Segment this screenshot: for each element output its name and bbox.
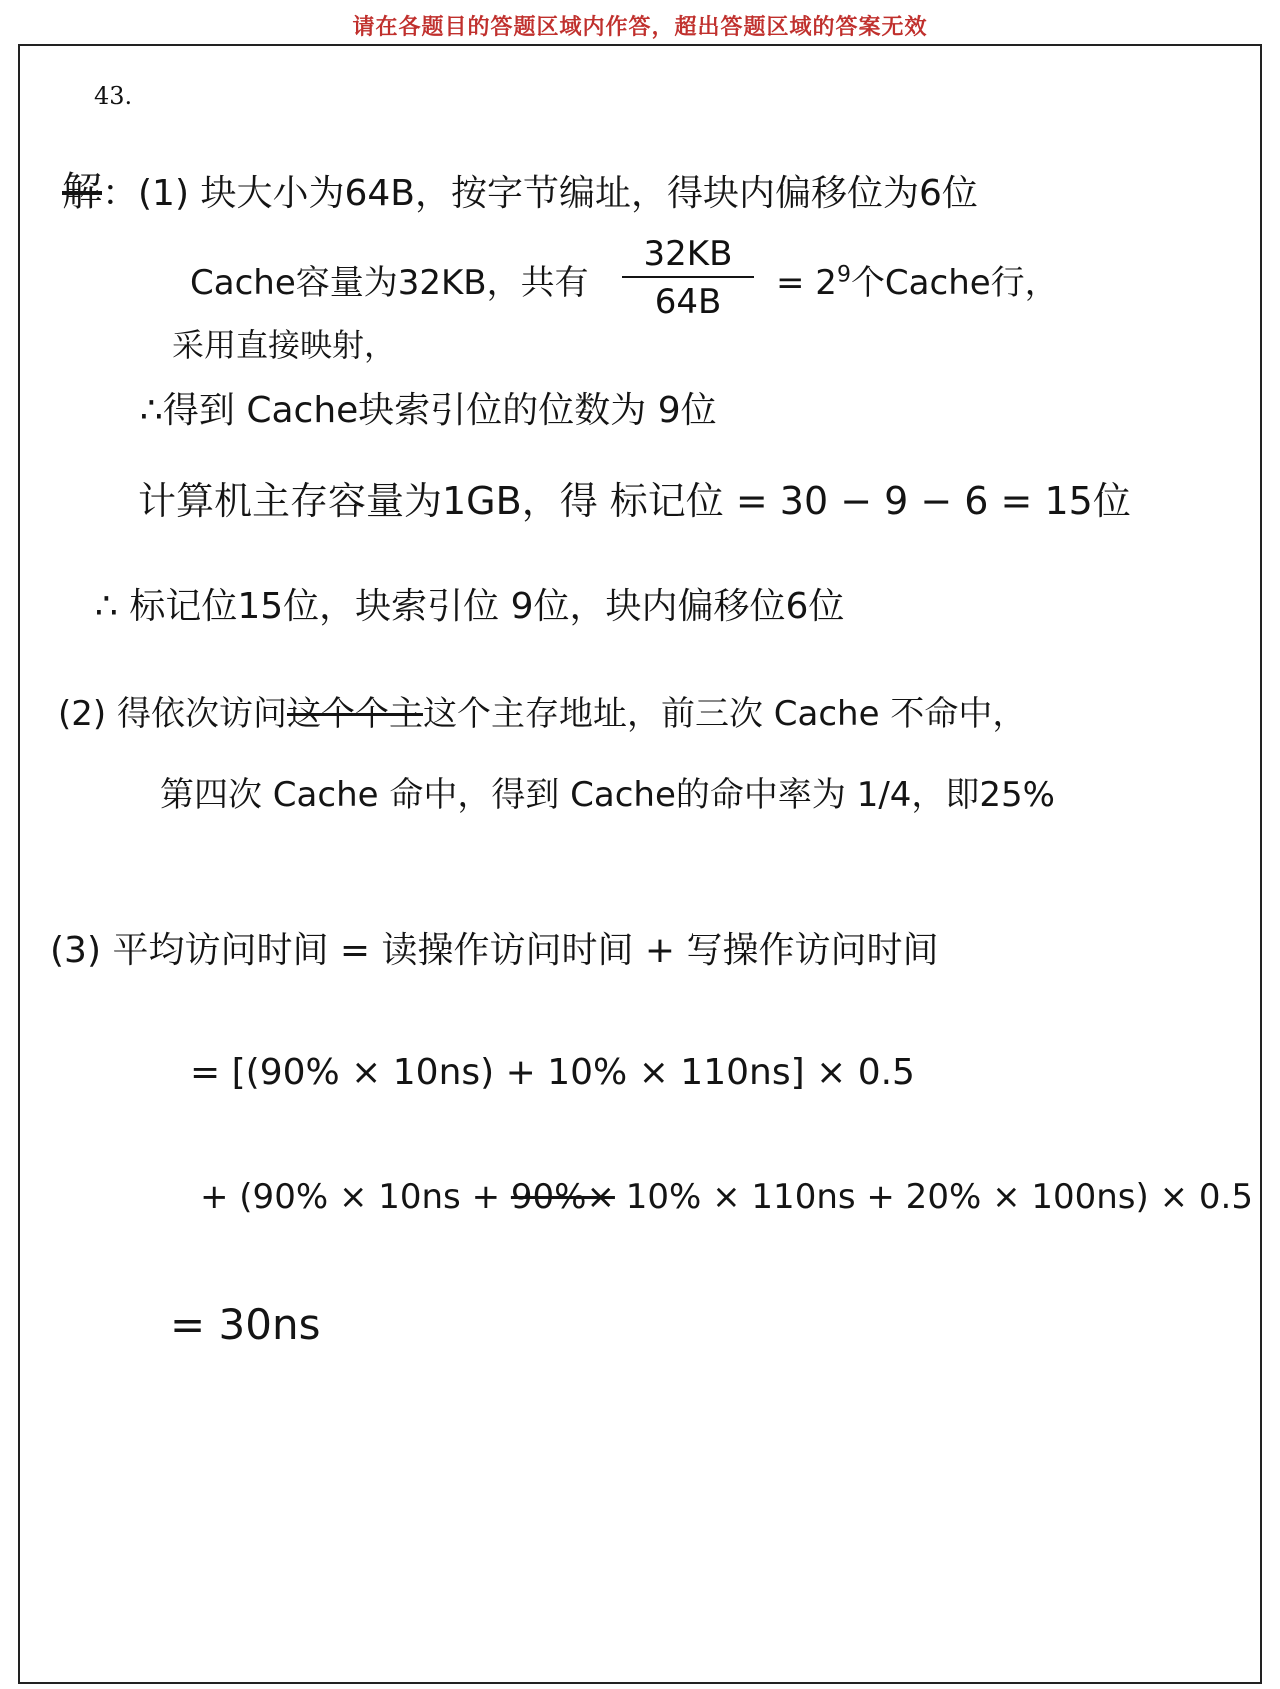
part3-line3-pre: + (90% × 10ns +	[200, 1177, 501, 1217]
part1-line4: ∴得到 Cache块索引位的位数为 9位	[140, 390, 717, 431]
answer-area-notice: 请在各题目的答题区域内作答，超出答题区域的答案无效	[352, 15, 928, 40]
part2-struck-text: 这个个主	[286, 694, 423, 734]
part3-line3	[200, 1177, 1253, 1217]
fraction-denominator: 64B	[654, 282, 722, 322]
part1-line1-text: ：(1) 块大小为64B，按字节编址，得块内偏移位为6位	[102, 173, 978, 214]
result-suffix: 个Cache行，	[850, 263, 1059, 303]
part1-line5: 计算机主存容量为1GB，得 标记位 = 30 − 9 − 6 = 15位	[138, 479, 1131, 523]
part3-line2: = [(90% × 10ns) + 10% × 110ns] × 0.5	[190, 1052, 915, 1093]
part1-line2: Cache容量为32KB，共有	[190, 263, 589, 303]
part3-line3-post: 10% × 110ns + 20% × 100ns) × 0.5	[625, 1177, 1253, 1217]
part2-line2: 第四次 Cache 命中，得到 Cache的命中率为 1/4，即25%	[160, 775, 1055, 815]
part3-line1: (3) 平均访问时间 = 读操作访问时间 + 写操作访问时间	[50, 930, 939, 971]
part3-struck-text: 90%×	[510, 1177, 615, 1217]
part1-line3: 采用直接映射，	[172, 326, 397, 364]
part1-line6: ∴ 标记位15位，块索引位 9位，块内偏移位6位	[95, 586, 845, 627]
result-prefix: = 2	[776, 263, 837, 303]
cache-line-fraction	[622, 234, 754, 322]
solution-label: 解	[62, 169, 102, 215]
part1-line1	[62, 160, 978, 217]
part3-final-result: = 30ns	[170, 1300, 321, 1349]
question-number: 43.	[94, 82, 133, 110]
part2-line1	[58, 686, 1026, 735]
result-exponent: 9	[836, 262, 851, 288]
part2-line1-post: 这个主存地址，前三次 Cache 不命中，	[422, 694, 1027, 734]
part2-line1-pre: (2) 得依次访问	[58, 694, 287, 734]
fraction-numerator: 32KB	[622, 234, 754, 278]
part1-line2-result	[776, 255, 1059, 304]
